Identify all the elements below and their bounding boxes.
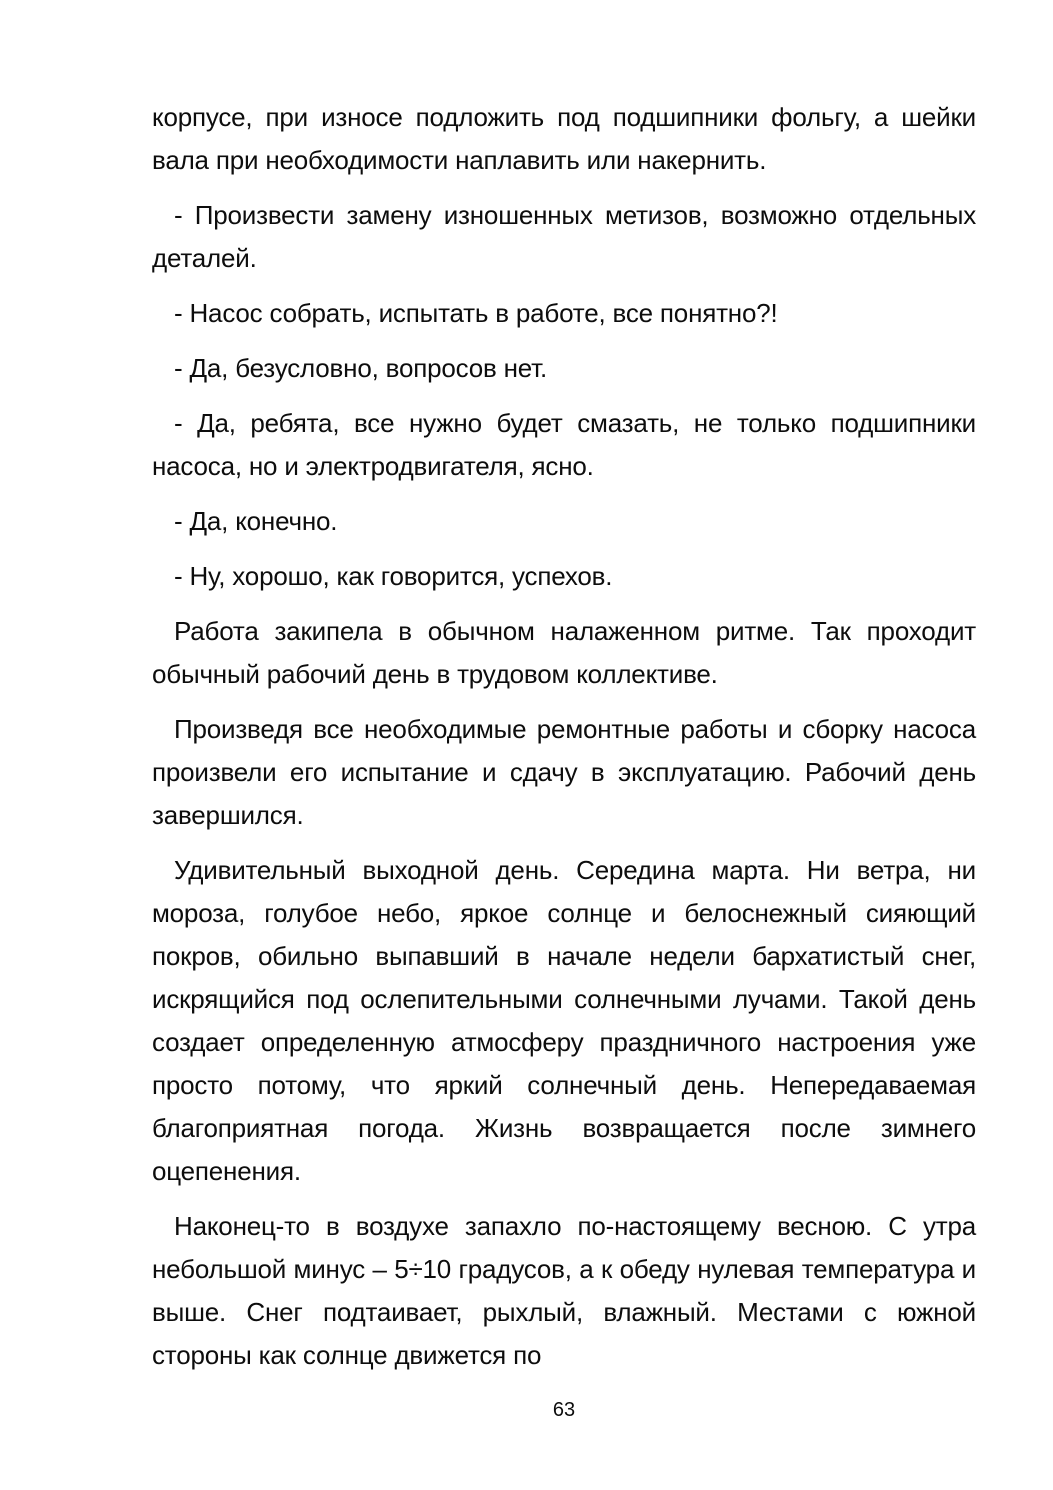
page-number: 63	[552, 1399, 576, 1421]
paragraph: - Насос собрать, испытать в работе, все понятно?!	[174, 298, 778, 328]
paragraph: Произведя все необходимые ремонтные работы и сборку насоса произвели его испытание и сдачу в эксплуатацию. Рабочий день завершился.	[152, 714, 976, 830]
paragraph: Наконец-то в воздухе запахло по-настоящему весною. С утра небольшой минус – 5÷10 градусов, а к обеду нулевая температура и выше. Снег подтаивает, рыхлый, влажный. Местами с южной стороны как солнце движется по	[152, 1211, 976, 1370]
paragraph: Работа закипела в обычном налаженном ритме. Так проходит обычный рабочий день в трудовом коллективе.	[152, 616, 976, 689]
paragraph: - Ну, хорошо, как говорится, успехов.	[174, 561, 613, 591]
paragraph: - Да, ребята, все нужно будет смазать, не только подшипники насоса, но и электродвигателя, ясно.	[152, 408, 976, 481]
text-body	[152, 96, 976, 1389]
paragraph: - Да, безусловно, вопросов нет.	[174, 353, 547, 383]
paragraph: - Да, конечно.	[174, 506, 338, 536]
paragraph: - Произвести замену изношенных метизов, возможно отдельных деталей.	[152, 200, 976, 273]
paragraph: Удивительный выходной день. Середина марта. Ни ветра, ни мороза, голубое небо, яркое солнце и белоснежный сияющий покров, обильно выпавший в начале недели бархатистый снег, искрящийся под ослепительными солнечными лучами. Такой день создает определенную атмосферу праздничного настроения уже просто потому, что яркий солнечный день. Непередаваемая благоприятная погода. Жизнь возвращается после зимнего оцепенения.	[152, 855, 976, 1186]
paragraph: корпусе, при износе подложить под подшипники фольгу, а шейки вала при необходимости наплавить или накернить.	[152, 102, 976, 175]
